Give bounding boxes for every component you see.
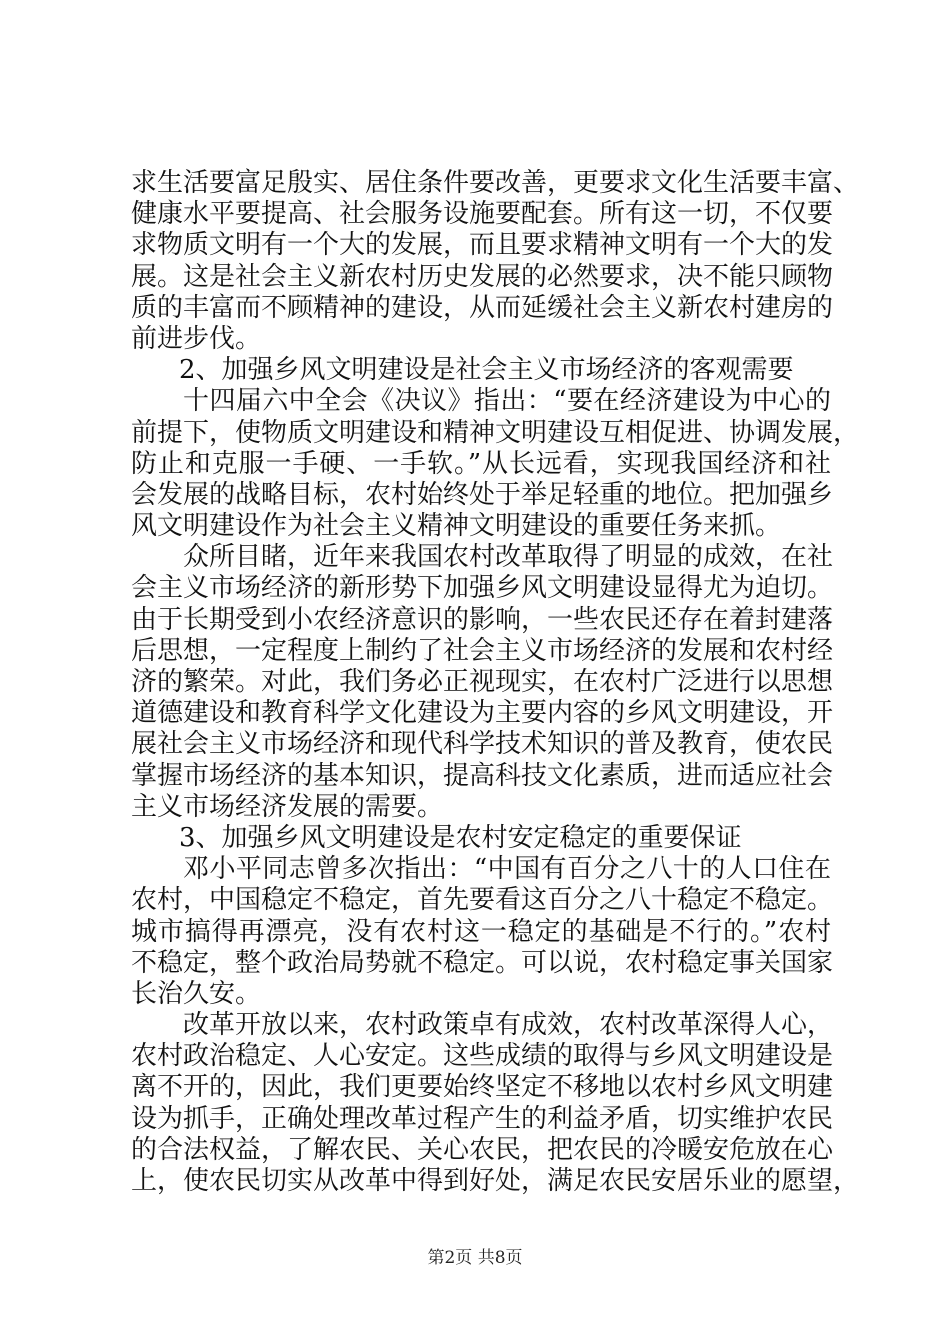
paragraph-line: 展。这是社会主义新农村历史发展的必然要求，决不能只顾物 <box>131 261 834 292</box>
paragraph-line: 求物质文明有一个大的发展，而且要求精神文明有一个大的发 <box>131 230 834 261</box>
paragraph-line: 离不开的，因此，我们更要始终坚定不移地以农村乡风文明建 <box>131 1072 834 1103</box>
paragraph-line: 农村政治稳定、人心安定。这些成绩的取得与乡风文明建设是 <box>131 1041 834 1072</box>
paragraph-line: 道德建设和教育科学文化建设为主要内容的乡风文明建设，开 <box>131 698 834 729</box>
paragraph-line: 众所目睹，近年来我国农村改革取得了明显的成效，在社 <box>183 542 834 573</box>
paragraph-line: 前提下，使物质文明建设和精神文明建设互相促进、协调发展， <box>131 417 860 448</box>
paragraph-line: 邓小平同志曾多次指出：“中国有百分之八十的人口住在 <box>183 854 831 885</box>
paragraph-line: 求生活要富足殷实、居住条件要改善，更要求文化生活要丰富、 <box>131 168 860 198</box>
paragraph-line: 由于长期受到小农经济意识的影响，一些农民还存在着封建落 <box>131 604 834 635</box>
paragraph-line: 改革开放以来，农村政策卓有成效，农村改革深得人心， <box>183 1010 834 1041</box>
paragraph-line: 防止和克服一手硬、一手软。”从长远看，实现我国经济和社 <box>131 448 831 479</box>
paragraph-line: 主义市场经济发展的需要。 <box>131 791 444 822</box>
paragraph-line: 上，使农民切实从改革中得到好处，满足农民安居乐业的愿望， <box>131 1166 860 1196</box>
document-body <box>131 168 860 1197</box>
paragraph-line: 长治久安。 <box>131 978 262 1009</box>
paragraph-line: 会主义市场经济的新形势下加强乡风文明建设显得尤为迫切。 <box>131 573 834 604</box>
paragraph-line: 城市搞得再漂亮，没有农村这一稳定的基础是不行的。”农村 <box>131 916 831 947</box>
paragraph-line: 会发展的战略目标，农村始终处于举足轻重的地位。把加强乡 <box>131 479 834 510</box>
paragraph-line: 农村，中国稳定不稳定，首先要看这百分之八十稳定不稳定。 <box>131 885 834 916</box>
paragraph-line: 后思想，一定程度上制约了社会主义市场经济的发展和农村经 <box>131 635 834 666</box>
paragraph-line: 设为抓手，正确处理改革过程产生的利益矛盾，切实维护农民 <box>131 1103 834 1134</box>
paragraph-line: 风文明建设作为社会主义精神文明建设的重要任务来抓。 <box>131 511 782 542</box>
paragraph-line: 展社会主义市场经济和现代科学技术知识的普及教育，使农民 <box>131 729 834 760</box>
paragraph-line: 不稳定，整个政治局势就不稳定。可以说，农村稳定事关国家 <box>131 947 834 978</box>
paragraph-line: 质的丰富而不顾精神的建设，从而延缓社会主义新农村建房的 <box>131 292 834 323</box>
paragraph-line: 健康水平要提高、社会服务设施要配套。所有这一切，不仅要 <box>131 199 834 230</box>
section-heading-line: 3、加强乡风文明建设是农村安定稳定的重要保证 <box>179 822 742 853</box>
paragraph-line: 的合法权益，了解农民、关心农民，把农民的冷暖安危放在心 <box>131 1134 834 1165</box>
paragraph-line: 掌握市场经济的基本知识，提高科技文化素质，进而适应社会 <box>131 760 834 791</box>
paragraph-line: 十四届六中全会《决议》指出：“要在经济建设为中心的 <box>183 386 831 417</box>
paragraph-line: 前进步伐。 <box>131 323 262 354</box>
page-number-footer: 第2页 共8页 <box>427 1248 523 1268</box>
paragraph-line: 济的繁荣。对此，我们务必正视现实，在农村广泛进行以思想 <box>131 667 834 697</box>
section-heading-line: 2、加强乡风文明建设是社会主义市场经济的客观需要 <box>179 355 794 386</box>
